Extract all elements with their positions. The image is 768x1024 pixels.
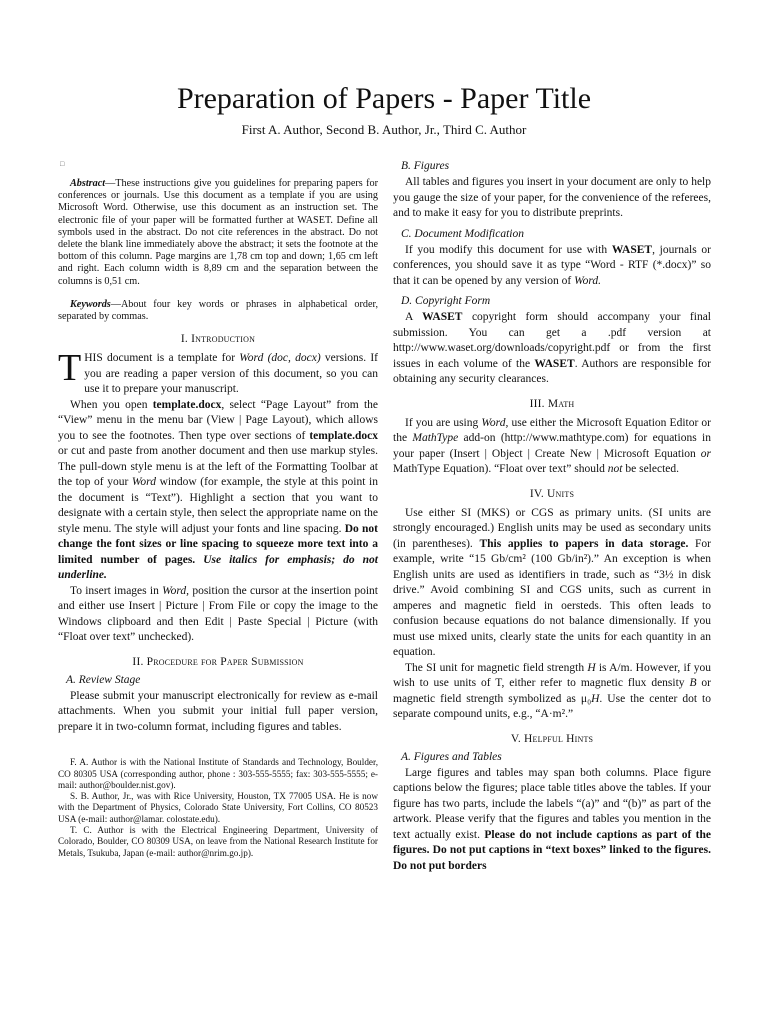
- abstract-label: Abstract: [70, 178, 106, 189]
- abstract-text: —These instructions give you guidelines for preparing papers for conferences or journals. Use this document as a template if you are using Microsoft Word. Otherwise, use this document as an instruction set. The electronic file of your paper will be formatted further at WASET. Define all symbols used in the abstract. Do not cite references in the abstract. Do not delete the blank line immediately above the abstract; it sets the footnote at the bottom of this column. Page margins are 1,78 cm top and down; 1,65 cm left and right. Each column width is 8,89 cm and the separation between the columns is 0,51 cm.: [58, 178, 378, 287]
- section-heading-introduction: I. Introduction: [180, 333, 256, 346]
- modification-paragraph: If you modify this document for use with WASET, journals or conferences, you should save it as type “Word - RTF (*.docx)” so that it can be opened by any version of Word.: [393, 243, 711, 287]
- footnote-3: T. C. Author is with the Electrical Engineering Department, University of Colorado, Boulder, CO 80309 USA, on leave from the National Research Institute for Metals, Tsukuba, Japan (e-mail: author@nrim.go.jp).: [58, 825, 378, 858]
- intro-paragraph-2: When you open template.docx, select “Page Layout” from the “View” menu in the menu bar (View | Page Layout), which allows you to see the footnotes. Then type over sections of template.docx or cut and paste from another document and then use markup styles. The pull-down style menu is at the left of the Formatting Toolbar at the top of your Word window (for example, the style at this point in the document is “Text”). Highlight a section that you want to designate with a certain style, then select the appropriate name on the style menu. The style will adjust your fonts and line spacing. Do not change the font sizes or line spacing to squeeze more text into a limited number of pages. Use italics for emphasis; do not underline.: [58, 398, 379, 582]
- intro-paragraph-3: To insert images in Word, position the cursor at the insertion point and either use Insert | Picture | From File or copy the image to the Windows clipboard and then Edit | Paste Special | Picture (with “Float over text” unchecked).: [58, 584, 378, 644]
- drop-cap: T: [58, 347, 82, 390]
- footnote-marker: □: [60, 160, 65, 168]
- left-column: [58, 160, 378, 859]
- section-heading-units: IV. Units: [529, 487, 575, 500]
- subheading-review-stage: A. Review Stage: [66, 673, 141, 686]
- math-paragraph: If you are using Word, use either the Microsoft Equation Editor or the MathType add-on (http://www.mathtype.com) for equations in your paper (Insert | Object | Create New | Microsoft Equation or MathType Equation). “Float over text” should not be selected.: [393, 416, 711, 475]
- intro-paragraph-1: THIS document is a template for Word (doc, docx) versions. If you are reading a paper version of this document, so you can use it to prepare your manuscript.: [58, 347, 379, 396]
- subheading-figures-and-tables: A. Figures and Tables: [401, 750, 502, 763]
- figures-paragraph: All tables and figures you insert in your document are only to help you gauge the size of your paper, for the convenience of the referees, and to make it easy for you to distribute preprints.: [393, 176, 711, 219]
- keywords: [58, 299, 378, 323]
- paper-title: Preparation of Papers - Paper Title: [176, 82, 592, 115]
- units-paragraph-1: Use either SI (MKS) or CGS as primary units. (SI units are strongly encouraged.) English units may be used as secondary units (in parentheses). This applies to papers in data storage. For example, write “15 Gb/cm² (100 Gb/in²).” An exception is when English units are used as identifiers in trade, such as “3½ in disk drive.” Avoid combining SI and CGS units, such as current in amperes and magnetic field in oersteds. This often leads to confusion because equations do not balance dimensionally. If you must use mixed units, clearly state the units for each quantity in an equation.: [393, 506, 712, 658]
- hints-paragraph: Large figures and tables may span both columns. Place figure captions below the figures; place table titles above the tables. If your figure has two parts, include the labels “(a)” and “(b)” as part of the artwork. Please verify that the figures and tables you mention in the text actually exist. Please do not include captions as part of the figures. Do not put captions in “text boxes” linked to the figures. Do not put borders: [393, 766, 711, 872]
- keywords-text: —About four key words or phrases in alphabetical order, separated by commas.: [58, 298, 378, 323]
- procedure-paragraph: Please submit your manuscript electronically for review as e-mail attachments. When you submit your initial full paper version, prepare it in two-column format, including figures and tables.: [58, 689, 378, 733]
- keywords-label: Keywords: [70, 298, 111, 310]
- copyright-paragraph: A WASET copyright form should accompany your final submission. You can get a .pdf version at http://www.waset.org/downloads/copyright.pdf or from the first issues in each volume of the WASET. Authors are responsible for obtaining any security clearances.: [393, 311, 712, 385]
- paper-authors: First A. Author, Second B. Author, Jr., Third C. Author: [241, 122, 527, 137]
- section-heading-procedure: II. Procedure for Paper Submission: [132, 655, 304, 668]
- subheading-copyright-form: D. Copyright Form: [401, 295, 491, 307]
- subheading-figures: B. Figures: [401, 160, 450, 172]
- abstract: [58, 178, 378, 288]
- subheading-document-modification: C. Document Modification: [401, 227, 524, 240]
- section-heading-helpful-hints: V. Helpful Hints: [510, 732, 594, 745]
- footnote-1: F. A. Author is with the National Institute of Standards and Technology, Boulder, CO 80305 USA (corresponding author, phone : 303-555-5555; fax: 303-555-5555; e-mail: author@boulder.nist.gov).: [58, 757, 378, 790]
- right-column: [393, 160, 711, 874]
- footnotes: [58, 757, 378, 859]
- footnote-2: S. B. Author, Jr., was with Rice University, Houston, TX 77005 USA. He is now with the Department of Physics, Colorado State University, Fort Collins, CO 80523 USA (e-mail: author@lamar. colostate.edu).: [58, 791, 378, 824]
- units-paragraph-2: The SI unit for magnetic field strength H is A/m. However, if you wish to use units of T, either refer to magnetic flux density B or magnetic field strength symbolized as μ₀H. Use the center dot to separate compound units, e.g., “A·m².”: [393, 661, 711, 720]
- section-heading-math: III. Math: [529, 397, 575, 410]
